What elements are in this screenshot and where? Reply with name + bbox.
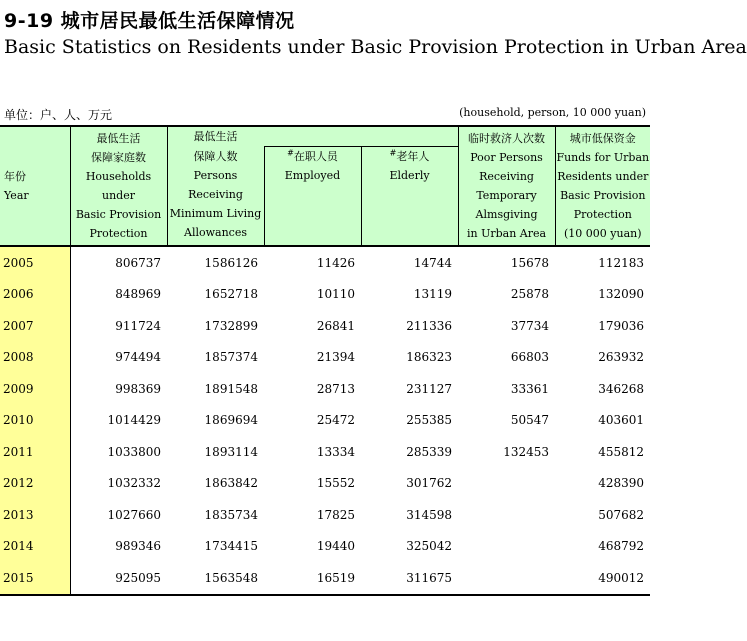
- elderly-cell: 311675: [361, 562, 458, 595]
- funds-cell: 112183: [598, 255, 645, 270]
- header-year-cn: 年份: [4, 170, 26, 183]
- households-cell: 911724: [115, 318, 161, 333]
- table-row: [0, 310, 650, 342]
- header-temp-line: in Urban Area: [466, 227, 547, 240]
- year-cell: 2007: [0, 310, 70, 342]
- header-persons-line: Minimum Living: [169, 206, 262, 220]
- table-row: [0, 405, 650, 437]
- temp-cell: 25878: [510, 287, 550, 302]
- header-temp-line: Temporary: [476, 189, 537, 202]
- year-cell: 2009: [0, 373, 70, 405]
- temp-cell: 15678: [510, 255, 550, 270]
- households-cell: 806737: [115, 255, 161, 270]
- households-cell: 1014429: [107, 413, 161, 428]
- employed-cell: 10110: [316, 287, 355, 302]
- employed-footnote-mark: #: [287, 148, 294, 158]
- header-funds-line: Basic Provision: [560, 189, 646, 202]
- table-body: [0, 246, 650, 595]
- table-row: [0, 562, 650, 595]
- header-households-line: 最低生活: [96, 132, 141, 145]
- persons-cell: 1563548: [167, 562, 264, 595]
- unit-label-english: (household, person, 10 000 yuan): [459, 106, 646, 119]
- header-elderly: [361, 147, 458, 246]
- persons-cell: 1857374: [204, 350, 258, 365]
- temp-cell: 66803: [510, 350, 550, 365]
- funds-cell: 468792: [598, 539, 645, 554]
- header-funds-line: (10 000 yuan): [564, 227, 642, 240]
- header-funds-line: Residents under: [557, 170, 649, 183]
- elderly-cell: 211336: [406, 318, 453, 333]
- table-title-chinese: 9-19 城市居民最低生活保障情况: [4, 10, 295, 32]
- header-funds-line: Protection: [573, 208, 632, 221]
- year-cell: 2005: [0, 246, 70, 279]
- employed-cell: 25472: [316, 413, 355, 428]
- temp-cell: 33361: [510, 381, 550, 396]
- header-temp-line: 临时救济人次数: [468, 132, 546, 145]
- funds-cell: 490012: [555, 562, 650, 595]
- header-temp: [458, 126, 555, 245]
- persons-cell: 1734415: [204, 539, 258, 554]
- table-row: [0, 279, 650, 311]
- employed-cell: 11426: [316, 255, 355, 270]
- elderly-cell: 285339: [406, 444, 453, 459]
- table-row: [0, 246, 650, 279]
- households-cell: 989346: [115, 539, 161, 554]
- header-temp-line: Almsgiving: [475, 208, 538, 221]
- temp-cell: [458, 468, 555, 500]
- unit-label-chinese: 单位：户、人、万元: [4, 108, 113, 122]
- funds-cell: 507682: [598, 507, 645, 522]
- year-cell: 2015: [0, 562, 70, 595]
- table-row: [0, 436, 650, 468]
- elderly-cell: 314598: [406, 507, 453, 522]
- table-row: [0, 499, 650, 531]
- header-year: [0, 126, 70, 245]
- persons-cell: 1732899: [204, 318, 258, 333]
- header-persons-line: Allowances: [184, 225, 247, 239]
- funds-cell: 132090: [598, 287, 645, 302]
- header-employed-cn: 在职人员: [293, 150, 338, 163]
- table-title-english: Basic Statistics on Residents under Basic Provision Protection in Urban Area: [4, 36, 747, 58]
- header-year-en: Year: [4, 189, 29, 202]
- elderly-footnote-mark: #: [389, 148, 397, 158]
- header-funds-line: 城市低保资金: [569, 132, 636, 145]
- header-households: [70, 126, 167, 245]
- header-persons: [167, 147, 264, 246]
- header-persons-line: Persons: [193, 168, 238, 182]
- statistics-table: [0, 125, 650, 596]
- header-employed: [264, 147, 361, 246]
- funds-cell: 263932: [598, 350, 645, 365]
- employed-cell: 19440: [316, 539, 355, 554]
- year-cell: 2008: [0, 342, 70, 374]
- header-temp-line: Receiving: [479, 170, 534, 183]
- header-persons-line: Receiving: [188, 187, 243, 201]
- table-row: [0, 468, 650, 500]
- households-cell: 848969: [115, 287, 161, 302]
- employed-cell: 28713: [316, 381, 355, 396]
- year-cell: 2013: [0, 499, 70, 531]
- year-cell: 2012: [0, 468, 70, 500]
- persons-cell: 1893114: [204, 444, 258, 459]
- header-funds: [555, 126, 650, 245]
- employed-cell: 15552: [316, 476, 355, 491]
- header-elderly-en: Elderly: [389, 169, 430, 182]
- year-cell: 2010: [0, 405, 70, 437]
- header-persons-line: 最低生活: [193, 130, 238, 143]
- households-cell: 1027660: [107, 507, 161, 522]
- households-cell: 974494: [115, 350, 161, 365]
- elderly-cell: 301762: [406, 476, 453, 491]
- households-cell: 1033800: [107, 444, 161, 459]
- persons-cell: 1652718: [204, 287, 258, 302]
- header-persons-top: [167, 126, 458, 147]
- header-households-line: Basic Provision: [75, 208, 162, 221]
- households-cell: 998369: [115, 381, 161, 396]
- elderly-cell: 255385: [406, 413, 453, 428]
- table-row: [0, 342, 650, 374]
- persons-cell: 1869694: [204, 413, 258, 428]
- header-households-line: under: [102, 189, 135, 202]
- header-funds-line: Funds for Urban: [556, 151, 650, 164]
- header-temp-line: Poor Persons: [470, 151, 543, 164]
- employed-cell: 26841: [316, 318, 355, 333]
- header-households-line: Protection: [89, 227, 148, 240]
- temp-cell: [458, 531, 555, 563]
- header-households-line: 保障家庭数: [91, 151, 146, 164]
- households-cell: 925095: [70, 562, 167, 595]
- temp-cell: [458, 499, 555, 531]
- year-cell: 2014: [0, 531, 70, 563]
- funds-cell: 455812: [598, 444, 645, 459]
- year-cell: 2006: [0, 279, 70, 311]
- header-persons-line: 保障人数: [193, 149, 238, 163]
- persons-cell: 1891548: [204, 381, 258, 396]
- temp-cell: [458, 562, 555, 595]
- temp-cell: 50547: [510, 413, 550, 428]
- funds-cell: 179036: [598, 318, 645, 333]
- persons-cell: 1586126: [204, 255, 258, 270]
- table-row: [0, 531, 650, 563]
- persons-cell: 1863842: [204, 476, 258, 491]
- elderly-cell: 186323: [406, 350, 453, 365]
- households-cell: 1032332: [107, 476, 161, 491]
- employed-cell: 21394: [316, 350, 355, 365]
- persons-cell: 1835734: [204, 507, 258, 522]
- elderly-cell: 13119: [413, 287, 453, 302]
- header-households-line: Households: [85, 170, 152, 183]
- employed-cell: 13334: [316, 444, 355, 459]
- temp-cell: 37734: [510, 318, 550, 333]
- year-cell: 2011: [0, 436, 70, 468]
- header-employed-en: Employed: [284, 169, 341, 182]
- employed-cell: 16519: [264, 562, 361, 595]
- funds-cell: 346268: [598, 381, 645, 396]
- temp-cell: 132453: [503, 444, 550, 459]
- table-row: [0, 373, 650, 405]
- header-elderly-cn: 老年人: [396, 150, 430, 163]
- elderly-cell: 14744: [413, 255, 453, 270]
- elderly-cell: 325042: [406, 539, 453, 554]
- employed-cell: 17825: [316, 507, 355, 522]
- funds-cell: 403601: [598, 413, 645, 428]
- elderly-cell: 231127: [406, 381, 453, 396]
- funds-cell: 428390: [598, 476, 645, 491]
